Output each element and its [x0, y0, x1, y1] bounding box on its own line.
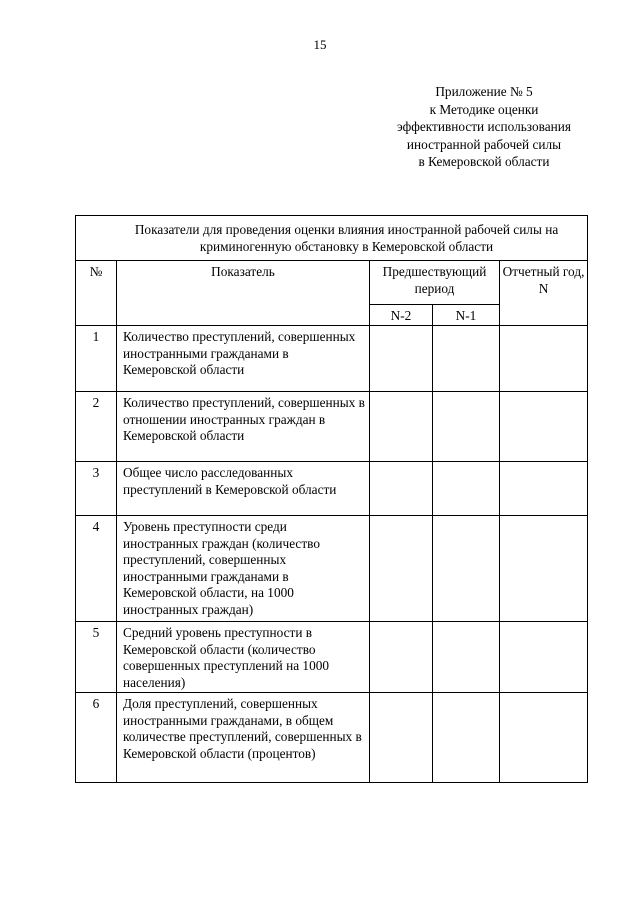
appendix-line: эффективности использования	[397, 119, 571, 134]
row-num: 4	[76, 516, 117, 622]
cell-n2	[370, 392, 433, 462]
table-caption-row	[76, 216, 588, 261]
cell-n1	[433, 622, 500, 693]
cell-n	[500, 326, 588, 392]
row-indicator: Количество преступлений, совершенных в отношении иностранных граждан в Кемеровской области	[117, 392, 370, 462]
page-number: 15	[313, 37, 327, 52]
row-num: 5	[76, 622, 117, 693]
indicators-table	[75, 215, 588, 783]
cell-n1	[433, 462, 500, 516]
appendix-line: иностранной рабочей силы	[406, 136, 562, 152]
cell-n	[500, 392, 588, 462]
row-indicator: Уровень преступности среди иностранных граждан (количество преступлений, совершенных иностранными гражданами в Кемеровской области, на 1000 иностранных граждан)	[117, 516, 370, 622]
cell-n2	[370, 693, 433, 783]
table-row	[76, 462, 588, 516]
row-num: 3	[76, 462, 117, 516]
cell-n1	[433, 516, 500, 622]
row-num: 1	[76, 326, 117, 392]
header-indicator: Показатель	[117, 261, 370, 326]
cell-n	[500, 693, 588, 783]
table-row	[76, 622, 588, 693]
cell-n1	[433, 392, 500, 462]
cell-n2	[370, 462, 433, 516]
row-indicator: Общее число расследованных преступлений в Кемеровской области	[117, 462, 370, 516]
row-indicator: Доля преступлений, совершенных иностранными гражданами, в общем количестве преступлений, совершенных в Кемеровской области (процентов)	[117, 693, 370, 783]
table-row	[76, 392, 588, 462]
header-previous-period: Предшествующий период	[370, 261, 500, 305]
table-header-row	[76, 261, 588, 305]
row-indicator: Количество преступлений, совершенных иностранными гражданами в Кемеровской области	[117, 326, 370, 392]
appendix-header	[380, 83, 588, 171]
table-row	[76, 326, 588, 392]
cell-n2	[370, 516, 433, 622]
header-num: №	[76, 261, 117, 326]
cell-n2	[370, 622, 433, 693]
appendix-line: к Методике оценки	[429, 101, 539, 117]
cell-n1	[433, 693, 500, 783]
appendix-line: в Кемеровской области	[418, 154, 550, 169]
row-num: 6	[76, 693, 117, 783]
appendix-line: Приложение № 5	[435, 84, 533, 99]
table-row	[76, 693, 588, 783]
row-num: 2	[76, 392, 117, 462]
cell-n2	[370, 326, 433, 392]
table-row	[76, 516, 588, 622]
cell-n1	[433, 326, 500, 392]
row-indicator: Средний уровень преступности в Кемеровской области (количество совершенных преступлений на 1000 населения)	[117, 622, 370, 693]
cell-n	[500, 462, 588, 516]
header-n1: N-1	[433, 305, 500, 326]
header-n2: N-2	[370, 305, 433, 326]
header-current-year: Отчетный год, N	[500, 261, 588, 326]
cell-n	[500, 516, 588, 622]
cell-n	[500, 622, 588, 693]
table-caption: Показатели для проведения оценки влияния иностранной рабочей силы на криминогенную обстановку в Кемеровской области	[76, 216, 588, 261]
